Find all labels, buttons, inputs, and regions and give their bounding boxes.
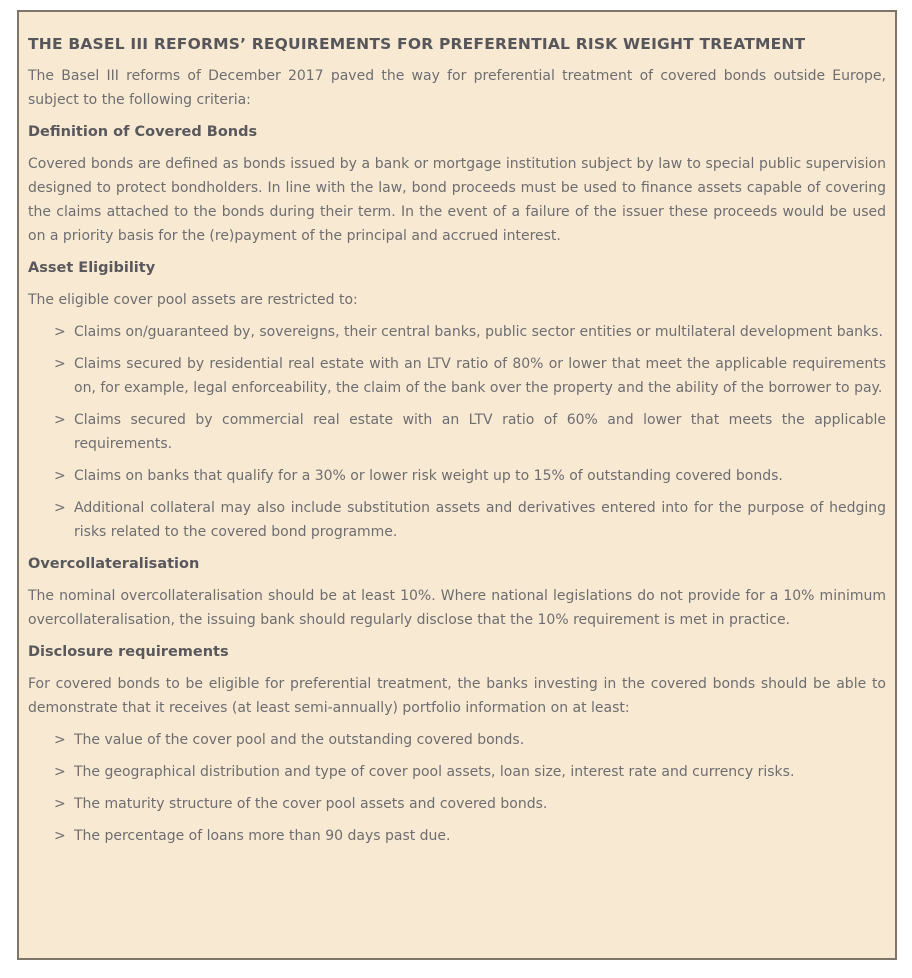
- bullet-text: Additional collateral may also include substitution assets and derivatives entered into for the purpose of hedging risks related to the covered bond programme.: [74, 500, 886, 540]
- bullet-text: The percentage of loans more than 90 days past due.: [74, 828, 451, 844]
- list-item: [28, 408, 886, 456]
- bullet-marker: >: [54, 500, 66, 516]
- section-paragraph-disclosure: For covered bonds to be eligible for preferential treatment, the banks investing in the covered bonds should be able to demonstrate that it receives (at least semi-annually) portfolio information on at least:: [28, 676, 886, 716]
- bullet-marker: >: [54, 796, 66, 812]
- section-paragraph-asset-eligibility: The eligible cover pool assets are restricted to:: [28, 292, 358, 308]
- section-heading-overcollateralisation: Overcollateralisation: [28, 556, 200, 572]
- bullet-marker: >: [54, 828, 66, 844]
- basel-requirements-panel: [17, 10, 897, 960]
- section-heading-disclosure-requirements: Disclosure requirements: [28, 644, 229, 660]
- list-item: [28, 496, 886, 544]
- bullet-text: Claims secured by commercial real estate with an LTV ratio of 60% and lower that meets the applicable requirements.: [74, 412, 886, 452]
- bullet-marker: >: [54, 356, 66, 372]
- list-item: [28, 760, 886, 784]
- bullet-text: The value of the cover pool and the outstanding covered bonds.: [74, 732, 525, 748]
- bullet-text: Claims secured by residential real estate with an LTV ratio of 80% or lower that meet the applicable requirements on, for example, legal enforceability, the claim of the bank over the property and the ability of the borrower to pay.: [74, 356, 886, 396]
- list-item: [28, 792, 886, 816]
- section-paragraph-definition: Covered bonds are defined as bonds issued by a bank or mortgage institution subject by law to special public supervision designed to protect bondholders. In line with the law, bond proceeds must be used to finance assets capable of covering the claims attached to the bonds during their term. In the event of a failure of the issuer these proceeds would be used on a priority basis for the (re)payment of the principal and accrued interest.: [28, 156, 886, 244]
- bullet-text: The geographical distribution and type of cover pool assets, loan size, interest rate and currency risks.: [74, 764, 795, 780]
- bullet-marker: >: [54, 764, 66, 780]
- list-item: [28, 464, 886, 488]
- bullet-marker: >: [54, 732, 66, 748]
- list-item: [28, 728, 886, 752]
- section-paragraph-overcollateralisation: The nominal overcollateralisation should be at least 10%. Where national legislations do not provide for a 10% minimum overcollateralisation, the issuing bank should regularly disclose that the 10% requirement is met in practice.: [28, 588, 886, 628]
- section-heading-definition-of-covered-bonds: Definition of Covered Bonds: [28, 124, 258, 140]
- bullet-marker: >: [54, 468, 66, 484]
- list-item: [28, 352, 886, 400]
- bullet-marker: >: [54, 412, 66, 428]
- list-item: [28, 824, 886, 848]
- bullet-text: Claims on banks that qualify for a 30% or lower risk weight up to 15% of outstanding covered bonds.: [74, 468, 783, 484]
- panel-title: THE BASEL III REFORMS’ REQUIREMENTS FOR PREFERENTIAL RISK WEIGHT TREATMENT: [28, 35, 806, 53]
- list-item: [28, 320, 886, 344]
- intro-paragraph: The Basel III reforms of December 2017 paved the way for preferential treatment of covered bonds outside Europe, subject to the following criteria:: [28, 68, 886, 108]
- bullet-text: The maturity structure of the cover pool assets and covered bonds.: [74, 796, 548, 812]
- bullet-text: Claims on/guaranteed by, sovereigns, their central banks, public sector entities or multilateral development banks.: [74, 324, 883, 340]
- bullet-marker: >: [54, 324, 66, 340]
- section-heading-asset-eligibility: Asset Eligibility: [28, 260, 156, 276]
